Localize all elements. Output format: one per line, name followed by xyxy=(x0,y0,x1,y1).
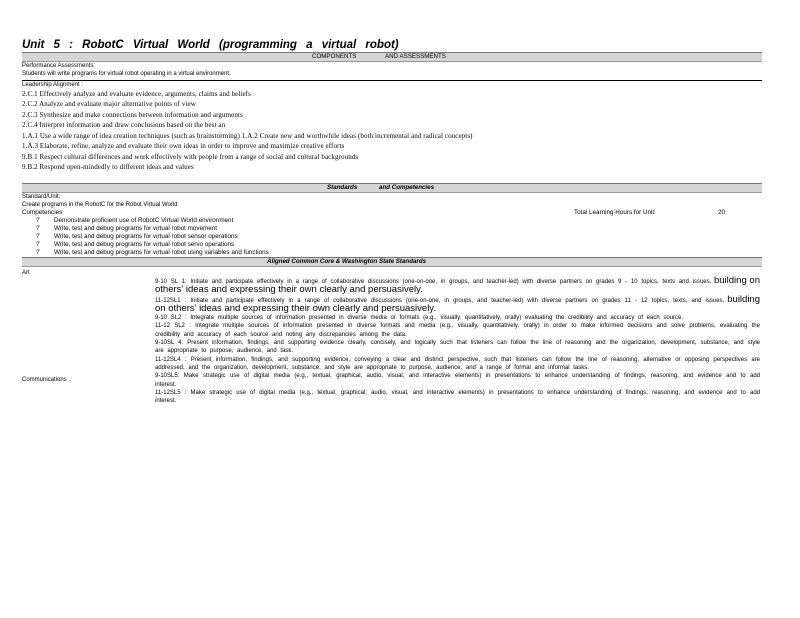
aligned-band-title: Aligned Common Core & Washington State Standards xyxy=(267,258,427,265)
competency-item: ? Write, test and debug programs for virtual robot servo operations xyxy=(36,241,235,248)
leadership-item: 2.C.2 Analyze and evaluate major alternative points of view xyxy=(22,100,196,108)
competency-item: ? Demonstrate proficient use of RobotC Virtual World environment xyxy=(36,217,234,224)
standards-band-right: and Competencies xyxy=(379,183,435,191)
performance-text: Students will write programs for virtual robot operating in a virtual environment. xyxy=(22,71,231,77)
standard-item: 9-10 SL2 : Integrate multiple sources of information presented in diverse media or formats (e.g., visually, quantitatively, orally) evaluating the credibility and accuracy of each source. xyxy=(155,315,684,322)
unit-title: Unit 5 : RobotC Virtual World (programming a virtual robot) xyxy=(22,39,399,51)
components-band-left: COMPONENTS xyxy=(312,53,357,60)
standards-band xyxy=(22,183,762,193)
performance-heading: Performance Assessments: xyxy=(22,63,96,69)
leadership-item: 1.A.1 Use a wide range of idea creation techniques (such as brainstorming) 1.A.2 Create new and worthwhile ideas (both incremental and radical concepts) xyxy=(22,131,473,140)
art-label: Art xyxy=(22,270,30,276)
standard-item: 9-10SL5: Make strategic use of digital media (e.g., textual, graphical, audio, visual, and interactive elements) in presentations to enhance understanding of findings, reasoning, and evidence and to add interest. xyxy=(155,373,760,388)
standards-band-left: Standards xyxy=(327,183,358,191)
standard-item: 9-10SL 4: Present information, findings, and supporting evidence clearly, concisely, and logically such that listeners can follow the line of reasoning and the organization, development, substance, and style are appropriate to purpose, audience, and task. xyxy=(155,340,760,355)
leadership-item: 2.C.4 Interpret information and draw conclusions based on the best an xyxy=(22,121,226,129)
leadership-item: 1.A.3 Elaborate, refine, analyze and evaluate their own ideas in order to improve and maximize creative efforts xyxy=(22,142,345,150)
standard-item: 11-12SL1 : Initiate and participate effectively in a range of collaborative discussions (one-on-one, in groups, and teacher-led) with diverse partners on grades 11 - 12 topics, texts, and issues, building on others' ideas and expressing their own clearly and persuasively. xyxy=(155,293,760,314)
leadership-item: 9.B.1 Respect cultural differences and work effectively with people from a range of social and cultural backgrounds xyxy=(22,152,359,161)
standard-unit-heading: Standard/Unit: xyxy=(22,193,61,200)
standard-item: 9-10 SL 1: Initiate and participate effectively in a range of collaborative discussions (one-on-one, in groups, and teacher-led) with diverse partners on grades 9 - 10 topics, texts and issues, building on others' ideas and expressing their own clearly and persuasively. xyxy=(155,275,760,296)
competency-item: ? Write, test and debug programs for virtual robot using variables and functions xyxy=(36,249,269,256)
standard-item: 11-12SL5 : Make strategic use of digital media (e.g., textual, graphical, audio, visual, and interactive elements) in presentations to enhance understanding of findings, reasoning, and evidence and to add interest. xyxy=(155,389,760,405)
standard-unit-text: Create programs in the RobotC for the Robot Virtual World xyxy=(22,201,178,208)
leadership-item: 9.B.2 Respond open-mindedly to different ideas and values xyxy=(22,163,194,171)
total-hours-value: 20 xyxy=(718,209,726,216)
components-band xyxy=(22,52,762,62)
competency-item: ? Write, test and debug programs for virtual robot sensor operations xyxy=(36,233,238,240)
total-hours-label: Total Learning Hours for Unit: xyxy=(574,209,656,216)
leadership-heading: Leadership Alignment : xyxy=(22,81,84,88)
leadership-item: 2.C.1 Effectively analyze and evaluate evidence, arguments, claims and beliefs xyxy=(22,89,251,98)
competencies-list xyxy=(22,217,762,257)
leadership-list xyxy=(22,89,762,173)
aligned-standards-band xyxy=(22,257,762,267)
components-band-right: AND ASSESSMENTS xyxy=(385,53,446,60)
document-page xyxy=(22,38,762,405)
standard-item: 11-12SL4 : Present information, findings, and supporting evidence, conveying a clear and distinct perspective, such that listeners can follow the line of reasoning, alternative or opposing perspectives are addressed, and the organization, development, substance, and style are appropriate to purpose, audience, and a range of formal and informal tasks. xyxy=(155,356,760,371)
leadership-item: 2.C.3 Synthesize and make connections between information and arguments xyxy=(22,110,243,119)
competency-item: ? Write, test and debug programs for virtual robot movement xyxy=(36,225,217,232)
standards-section xyxy=(22,277,762,405)
standard-item: 11-12 SL2 : Integrate multiple sources of information presented in diverse formats and media (e.g., visually, quantitatively, orally) in order to make informed decisions and solve problems, evaluating the credibility and accuracy of each source and noting any discrepancies among the data. xyxy=(155,323,760,338)
communications-label: Communications xyxy=(22,377,67,383)
competencies-heading: Competencies xyxy=(22,209,63,216)
